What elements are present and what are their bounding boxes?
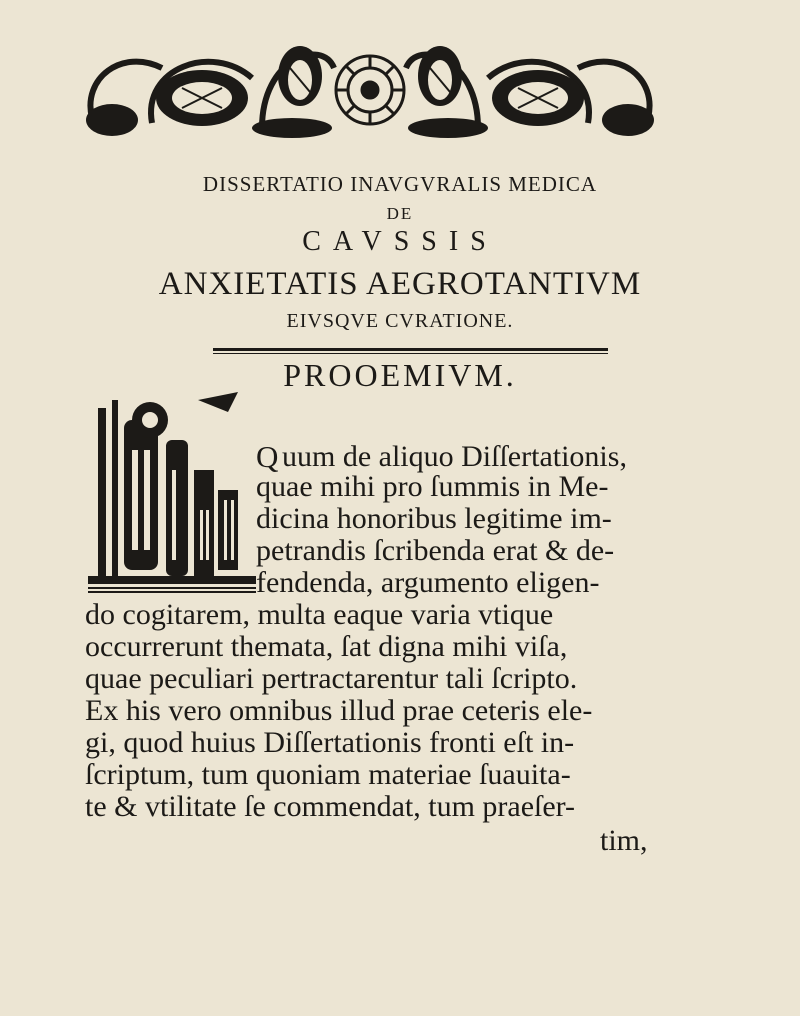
text-line: do cogitarem, multa eaque varia vtique [85, 598, 554, 631]
section-heading: PROOEMIVM. [283, 357, 517, 393]
text-line: uum de aliquo Diſſertationis, [282, 440, 627, 473]
text-line: ſcriptum, tum quoniam materiae ſuauita- [85, 758, 571, 791]
text-line: Ex his vero omnibus illud prae ceteris ele- [85, 694, 593, 727]
text-line: fendenda, argumento eligen- [256, 566, 600, 599]
text-line: petrandis ſcribenda erat & de- [256, 534, 615, 567]
title-subtitle: EIVSQVE CVRATIONE. [286, 310, 514, 332]
title-preposition: DE [386, 204, 414, 223]
initial-letter: Q [256, 439, 279, 474]
text-line: quae peculiari pertractarentur tali ſcripto. [85, 662, 578, 695]
text-line: te & vtilitate ſe commendat, tum praeſer- [85, 790, 576, 823]
text-line: quae mihi pro ſummis in Me- [256, 470, 609, 503]
title-causes: CAVSSIS [302, 226, 498, 257]
title-main-subject: ANXIETATIS AEGROTANTIVM [158, 266, 642, 302]
text-line: occurrerunt themata, ſat digna mihi viſa, [85, 630, 568, 663]
dissertation-title-line: DISSERTATIO INAVGVRALIS MEDICA [202, 172, 598, 196]
catchword: tim, [600, 824, 648, 857]
text-line: dicina honoribus legitime im- [256, 502, 612, 535]
text-line: gi, quod huius Diſſertationis fronti eſt in- [85, 726, 575, 759]
